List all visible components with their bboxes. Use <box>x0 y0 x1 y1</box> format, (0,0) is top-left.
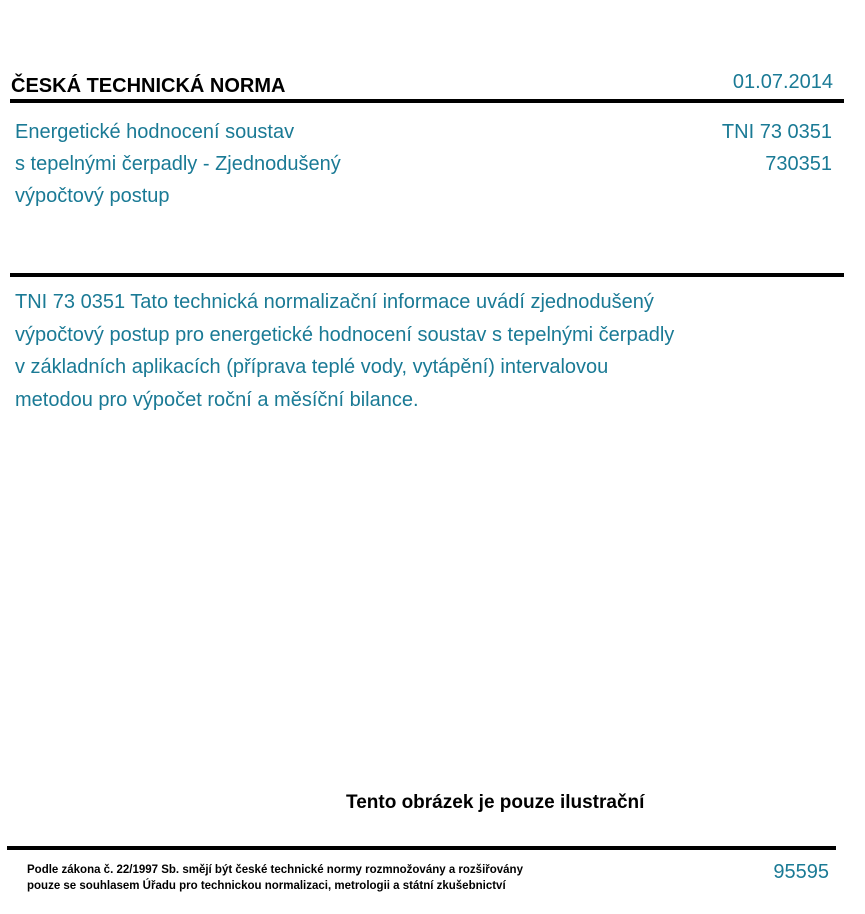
catalog-number: 95595 <box>773 861 829 883</box>
standard-title-line: Energetické hodnocení soustav <box>15 121 295 143</box>
abstract-line: v základních aplikacích (příprava teplé vody, vytápění) intervalovou <box>15 356 609 378</box>
legal-notice <box>27 862 523 894</box>
section-divider <box>10 273 844 277</box>
standard-title-line: s tepelnými čerpadly - Zjednodušený <box>15 153 341 175</box>
illustration-notice: Tento obrázek je pouze ilustrační <box>346 792 645 813</box>
abstract-line: metodou pro výpočet roční a měsíční bilance. <box>15 388 419 411</box>
standard-class-number: 730351 <box>765 153 832 175</box>
standard-code-block <box>722 116 832 180</box>
legal-notice-line: pouze se souhlasem Úřadu pro technickou normalizaci, metrologii a státní zkušebnictví <box>27 880 506 892</box>
standard-code: TNI 73 0351 <box>721 121 832 143</box>
abstract-text <box>15 286 674 416</box>
legal-notice-line: Podle zákona č. 22/1997 Sb. smějí být české technické normy rozmnožovány a rozšiřovány <box>27 864 523 876</box>
document-header-title: ČESKÁ TECHNICKÁ NORMA <box>11 75 286 97</box>
standard-title <box>15 116 341 212</box>
publication-date: 01.07.2014 <box>732 71 833 93</box>
standard-title-line: výpočtový postup <box>15 185 170 207</box>
header-divider <box>10 99 844 103</box>
footer-divider <box>7 846 836 850</box>
abstract-line: TNI 73 0351 Tato technická normalizační informace uvádí zjednodušený <box>15 291 654 313</box>
abstract-line: výpočtový postup pro energetické hodnocení soustav s tepelnými čerpadly <box>15 323 675 346</box>
